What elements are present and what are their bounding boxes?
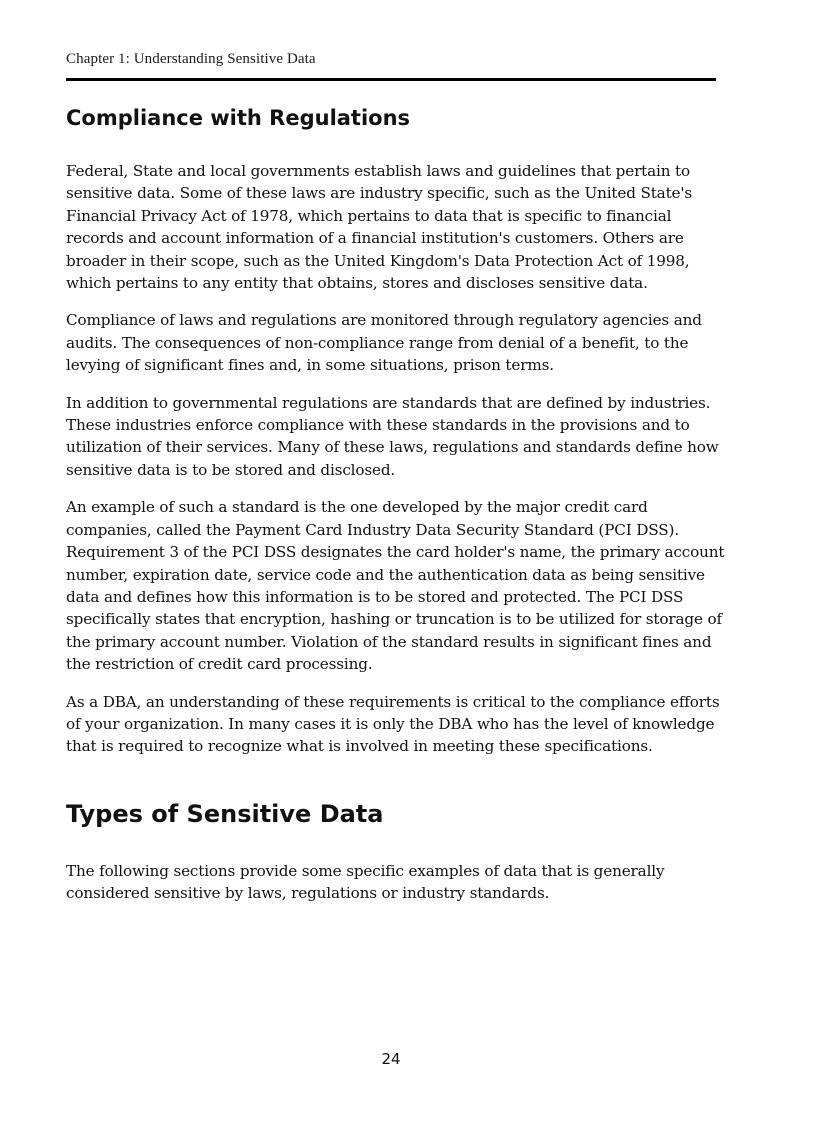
page-content <box>66 104 730 920</box>
paragraph: Compliance of laws and regulations are monitored through regulatory agencies and audits. The consequences of non-compliance range from denial of a benefit, to the levying of significant fines and, in some situations, prison terms. <box>66 311 702 375</box>
running-header: Chapter 1: Understanding Sensitive Data <box>66 51 316 67</box>
paragraph: An example of such a standard is the one developed by the major credit card companies, called the Payment Card Industry Data Security Standard (PCI DSS). Requirement 3 of the PCI DSS designates the card holder's name, the primary account number, expiration date, service code and the authentication data as being sensitive data and defines how this information is to be stored and protected. The PCI DSS specifically states that encryption, hashing or truncation is to be utilized for storage of the primary account number. Violation of the standard results in significant fines and the restriction of credit card processing. <box>66 498 725 674</box>
header-rule <box>66 78 716 81</box>
paragraph: In addition to governmental regulations are standards that are defined by industries. These industries enforce compliance with these standards in the provisions and to utilization of their services. Many of these laws, regulations and standards define how sensitive data is to be stored and disclosed. <box>66 393 719 479</box>
paragraph: Federal, State and local governments establish laws and guidelines that pertain to sensitive data. Some of these laws are industry specific, such as the United State's Financial Privacy Act of 1978, which pertains to data that is specific to financial records and account information of a financial institution's customers. Others are broader in their scope, such as the United Kingdom's Data Protection Act of 1998, which pertains to any entity that obtains, stores and discloses sensitive data. <box>66 162 693 293</box>
page-number: 24 <box>381 1050 401 1068</box>
section-heading-types: Types of Sensitive Data <box>66 799 384 828</box>
section-heading-compliance: Compliance with Regulations <box>66 106 411 130</box>
paragraph: The following sections provide some specific examples of data that is generally considered sensitive by laws, regulations or industry standards. <box>66 861 665 903</box>
paragraph: As a DBA, an understanding of these requirements is critical to the compliance efforts of your organization. In many cases it is only the DBA who has the level of knowledge that is required to recognize what is involved in meeting these specifications. <box>66 692 720 756</box>
